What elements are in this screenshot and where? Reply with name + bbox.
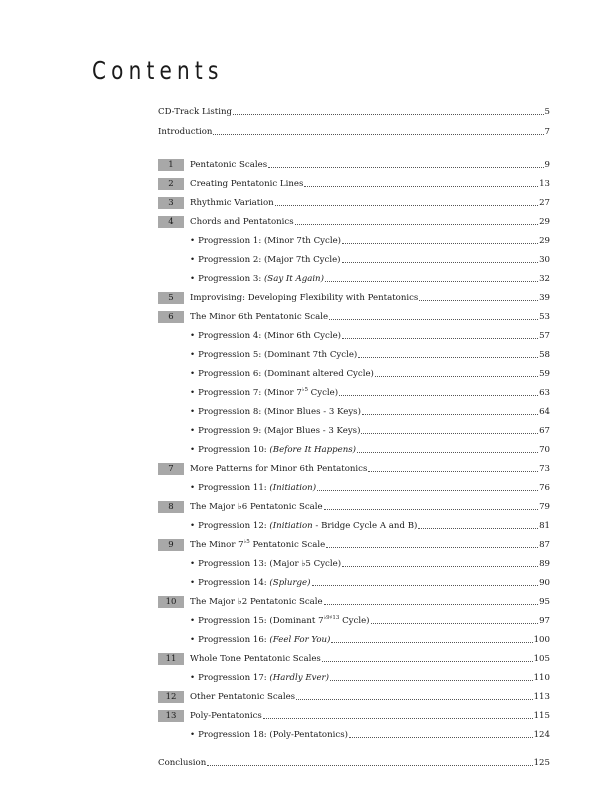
toc-entry[interactable]	[158, 213, 550, 228]
dot-leader	[342, 566, 538, 567]
toc-entry[interactable]	[158, 251, 550, 266]
dot-leader	[339, 395, 538, 396]
dot-leader	[330, 680, 533, 681]
bullet-icon: •	[190, 578, 196, 588]
title-text: Poly-Pentatonics	[190, 711, 262, 721]
toc-entry-title	[190, 197, 274, 209]
toc-entry-title	[198, 482, 316, 494]
dot-leader	[324, 509, 538, 510]
page-number: 70	[539, 445, 550, 455]
title-italic: (Before It Happens)	[269, 445, 357, 455]
bullet-icon: •	[190, 483, 196, 493]
toc-entry[interactable]	[158, 460, 550, 475]
title-text: Rhythmic Variation	[190, 198, 274, 208]
dot-leader	[349, 737, 533, 738]
title-text: Progression 7: (Minor 7	[198, 388, 302, 398]
page-number: 79	[539, 502, 550, 512]
title-suffix: Pentatonic Scale	[249, 540, 326, 550]
toc-entry[interactable]	[158, 308, 550, 323]
toc-entry-title	[198, 425, 360, 437]
toc-entry-title	[198, 634, 330, 646]
page-number: 105	[533, 654, 550, 664]
dot-leader	[361, 433, 538, 434]
bullet-icon: •	[190, 255, 196, 265]
dot-leader	[342, 262, 539, 263]
page-number: 73	[539, 464, 550, 474]
title-text: The Major ♭2 Pentatonic Scale	[190, 597, 323, 607]
toc-entry[interactable]	[158, 327, 550, 342]
title-text: Chords and Pentatonics	[190, 217, 294, 227]
dot-leader	[329, 319, 538, 320]
title-text: Progression 18: (Poly-Pentatonics)	[198, 730, 348, 740]
bullet-icon: •	[190, 521, 196, 531]
toc-entry-title	[198, 520, 417, 532]
title-text: Conclusion	[158, 758, 207, 768]
toc-entry[interactable]	[158, 650, 550, 665]
title-text: Creating Pentatonic Lines	[190, 179, 304, 189]
title-text: Other Pentatonic Scales	[190, 692, 296, 702]
title-text: Whole Tone Pentatonic Scales	[190, 654, 321, 664]
page-number: 97	[539, 616, 550, 626]
page-number: 100	[533, 635, 550, 645]
page-number: 9	[544, 160, 550, 170]
dot-leader	[312, 585, 539, 586]
toc-entry-title	[190, 292, 418, 304]
toc-entry[interactable]	[158, 631, 550, 646]
title-italic: (Hardly Ever)	[269, 673, 330, 683]
toc-entry-title	[198, 672, 329, 684]
toc-entry[interactable]	[158, 726, 550, 741]
title-text: The Major ♭6 Pentatonic Scale	[190, 502, 323, 512]
toc-entry-title	[190, 653, 321, 665]
toc-entry[interactable]	[158, 688, 550, 703]
toc-entry[interactable]	[158, 555, 550, 570]
toc-entry[interactable]	[158, 669, 550, 684]
page-title: Contents	[92, 56, 224, 85]
toc-entry-title	[158, 106, 232, 118]
chapter-number-badge: 3	[158, 197, 184, 209]
title-suffix: Cycle)	[339, 616, 370, 626]
title-italic: (Initiation	[269, 521, 313, 531]
toc-entry-title	[198, 558, 341, 570]
dot-leader	[371, 623, 539, 624]
chapter-number-badge: 5	[158, 292, 184, 304]
title-text: The Minor 7	[190, 540, 244, 550]
title-text: Progression 17:	[198, 673, 270, 683]
toc-entry-title	[198, 612, 369, 627]
dot-leader	[207, 765, 532, 766]
toc-entry[interactable]	[158, 517, 550, 532]
dot-leader	[317, 490, 538, 491]
page-number: 115	[533, 711, 550, 721]
dot-leader	[331, 642, 532, 643]
page-number: 27	[539, 198, 550, 208]
bullet-icon: •	[190, 388, 196, 398]
chapter-number-badge: 12	[158, 691, 184, 703]
bullet-icon: •	[190, 730, 196, 740]
toc-entry-title	[198, 406, 361, 418]
title-text: Progression 14:	[198, 578, 270, 588]
bullet-icon: •	[190, 369, 196, 379]
dot-leader	[342, 338, 538, 339]
page-number: 29	[539, 236, 550, 246]
bullet-icon: •	[190, 673, 196, 683]
toc-entry[interactable]	[158, 346, 550, 361]
page-number: 64	[539, 407, 550, 417]
toc-entry-title	[198, 729, 348, 741]
bullet-icon: •	[190, 407, 196, 417]
toc-entry-title	[158, 757, 206, 769]
chapter-number-badge: 6	[158, 311, 184, 323]
title-text: Progression 4: (Minor 6th Cycle)	[198, 331, 342, 341]
page-number: 59	[539, 369, 550, 379]
title-text: Progression 5: (Dominant 7th Cycle)	[198, 350, 358, 360]
page-number: 87	[539, 540, 550, 550]
title-text: Progression 13: (Major ♭5 Cycle)	[198, 559, 342, 569]
page-number: 63	[539, 388, 550, 398]
bullet-icon: •	[190, 274, 196, 284]
toc-entry-title	[190, 691, 295, 703]
chapter-number-badge: 11	[158, 653, 184, 665]
dot-leader	[368, 471, 538, 472]
toc-entry-title	[198, 384, 338, 399]
dot-leader	[362, 414, 538, 415]
title-text: Progression 6: (Dominant altered Cycle)	[198, 369, 374, 379]
title-superscript: ♭5	[243, 539, 250, 545]
dot-leader	[213, 134, 543, 135]
dot-leader	[233, 114, 543, 115]
page-number: 29	[539, 217, 550, 227]
toc-entry[interactable]	[158, 754, 550, 769]
dot-leader	[357, 452, 538, 453]
toc-entry[interactable]	[158, 479, 550, 494]
title-text: More Patterns for Minor 6th Pentatonics	[190, 464, 368, 474]
toc-entry[interactable]	[158, 593, 550, 608]
dot-leader	[375, 376, 538, 377]
toc-entry[interactable]	[158, 123, 550, 138]
page-number: 90	[539, 578, 550, 588]
toc-entry-title	[198, 368, 374, 380]
title-text: Introduction	[158, 127, 213, 137]
bullet-icon: •	[190, 331, 196, 341]
title-text: Progression 8: (Minor Blues - 3 Keys)	[198, 407, 361, 417]
toc-entry-title	[190, 216, 294, 228]
title-text: Progression 1: (Minor 7th Cycle)	[198, 236, 342, 246]
title-italic: (Initiation)	[269, 483, 317, 493]
chapter-number-badge: 13	[158, 710, 184, 722]
page-number: 39	[539, 293, 550, 303]
dot-leader	[418, 528, 538, 529]
chapter-number-badge: 8	[158, 501, 184, 513]
dot-leader	[324, 604, 538, 605]
dot-leader	[295, 224, 538, 225]
toc-entry-title	[190, 536, 325, 551]
title-text: Progression 10:	[198, 445, 270, 455]
page-number: 53	[539, 312, 550, 322]
page-number: 95	[539, 597, 550, 607]
toc-entry[interactable]	[158, 156, 550, 171]
chapter-number-badge: 4	[158, 216, 184, 228]
toc-entry[interactable]	[158, 194, 550, 209]
dot-leader	[322, 661, 533, 662]
title-italic: (Feel For You)	[269, 635, 331, 645]
title-text: Pentatonic Scales	[190, 160, 268, 170]
dot-leader	[325, 281, 538, 282]
toc-entry-title	[198, 349, 357, 361]
toc-entry-title	[198, 444, 356, 456]
toc-entry-title	[198, 330, 341, 342]
bullet-icon: •	[190, 350, 196, 360]
page-number: 76	[539, 483, 550, 493]
page-number: 30	[539, 255, 550, 265]
title-text: Progression 15: (Dominant 7	[198, 616, 324, 626]
title-text: Progression 2: (Major 7th Cycle)	[198, 255, 341, 265]
dot-leader	[263, 718, 533, 719]
dot-leader	[268, 167, 543, 168]
dot-leader	[342, 243, 538, 244]
toc-entry-title	[198, 273, 324, 285]
bullet-icon: •	[190, 236, 196, 246]
toc-entry-title	[190, 501, 323, 513]
toc-entry-title	[190, 178, 303, 190]
page-number: 7	[544, 127, 550, 137]
toc-entry[interactable]	[158, 612, 550, 627]
title-text: Improvising: Developing Flexibility with Pentatonics	[190, 293, 419, 303]
toc-entry[interactable]	[158, 232, 550, 247]
toc-entry[interactable]	[158, 441, 550, 456]
title-italic: (Say It Again)	[263, 274, 324, 284]
bullet-icon: •	[190, 559, 196, 569]
toc-entry[interactable]	[158, 498, 550, 513]
chapter-number-badge: 9	[158, 539, 184, 551]
title-suffix: - Bridge Cycle A and B)	[312, 521, 418, 531]
page-number: 113	[533, 692, 550, 702]
page-number: 13	[539, 179, 550, 189]
title-text: Progression 11:	[198, 483, 270, 493]
title-text: CD-Track Listing	[158, 107, 233, 117]
toc-entry-title	[190, 710, 262, 722]
toc-entry-title	[190, 463, 367, 475]
page-number: 124	[533, 730, 550, 740]
page-number: 58	[539, 350, 550, 360]
page-number: 57	[539, 331, 550, 341]
toc-entry[interactable]	[158, 536, 550, 551]
page-number: 110	[533, 673, 550, 683]
toc-entry-title	[190, 596, 323, 608]
bullet-icon: •	[190, 445, 196, 455]
chapter-number-badge: 2	[158, 178, 184, 190]
chapter-number-badge: 10	[158, 596, 184, 608]
bullet-icon: •	[190, 635, 196, 645]
title-suffix: Cycle)	[307, 388, 339, 398]
title-text: Progression 3:	[198, 274, 264, 284]
dot-leader	[326, 547, 538, 548]
toc-entry[interactable]	[158, 707, 550, 722]
title-text: The Minor 6th Pentatonic Scale	[190, 312, 329, 322]
toc-entry-title	[198, 254, 340, 266]
bullet-icon: •	[190, 426, 196, 436]
toc-entry[interactable]	[158, 403, 550, 418]
title-superscript: ♭9♯13	[323, 615, 340, 621]
toc-entry-title	[190, 159, 267, 171]
toc-entry[interactable]	[158, 175, 550, 190]
page-number: 67	[539, 426, 550, 436]
dot-leader	[419, 300, 538, 301]
dot-leader	[275, 205, 538, 206]
page-number: 32	[539, 274, 550, 284]
dot-leader	[304, 186, 538, 187]
title-superscript: ♭5	[301, 387, 308, 393]
toc-entry[interactable]	[158, 270, 550, 285]
toc-entry[interactable]	[158, 289, 550, 304]
toc-entry-title	[190, 311, 328, 323]
dot-leader	[358, 357, 538, 358]
toc-entry-title	[198, 235, 341, 247]
title-text: Progression 16:	[198, 635, 270, 645]
toc-entry-title	[198, 577, 310, 589]
chapter-number-badge: 7	[158, 463, 184, 475]
page-number: 125	[533, 758, 550, 768]
toc-entry[interactable]	[158, 365, 550, 380]
title-text: Progression 9: (Major Blues - 3 Keys)	[198, 426, 361, 436]
page-number: 81	[539, 521, 550, 531]
chapter-number-badge: 1	[158, 159, 184, 171]
dot-leader	[296, 699, 533, 700]
page-number: 89	[539, 559, 550, 569]
title-text: Progression 12:	[198, 521, 270, 531]
title-italic: (Splurge)	[269, 578, 311, 588]
toc-entry[interactable]	[158, 574, 550, 589]
toc-entry[interactable]	[158, 422, 550, 437]
toc-entry[interactable]	[158, 103, 550, 118]
toc-entry[interactable]	[158, 384, 550, 399]
page-number: 5	[544, 107, 550, 117]
bullet-icon: •	[190, 616, 196, 626]
toc-entry-title	[158, 126, 212, 138]
